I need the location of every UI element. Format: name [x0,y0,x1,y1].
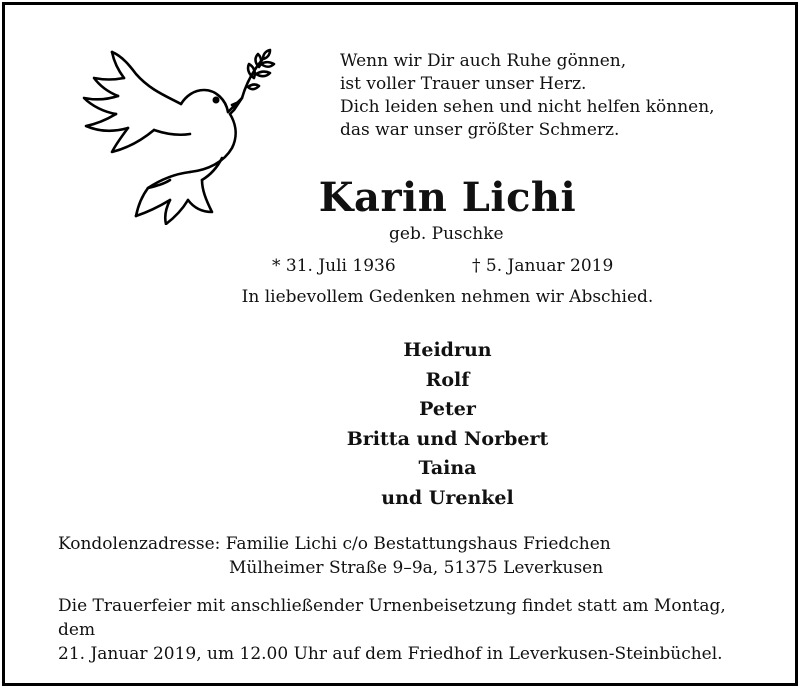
mourner: und Urenkel [381,486,514,509]
ceremony-line: 21. Januar 2019, um 12.00 Uhr auf dem Friedhof in Leverkusen-Steinbüchel. [58,644,723,664]
poem-line: Dich leiden sehen und nicht helfen können, [340,97,715,117]
mourners-list [0,336,800,513]
poem-line: ist voller Trauer unser Herz. [340,74,587,94]
birth-date: * 31. Juli 1936 [272,256,396,276]
death-date: † 5. Januar 2019 [472,256,614,276]
mourner: Heidrun [403,339,492,361]
ceremony-line: Die Trauerfeier mit anschließender Urnenbeisetzung findet statt am Montag, dem [58,596,726,640]
birth-name: geb. Puschke [389,224,504,244]
ceremony-info [58,594,758,666]
mourner: Peter [419,398,476,420]
mourner: Britta und Norbert [346,427,549,450]
poem-line: Wenn wir Dir auch Ruhe gönnen, [340,51,627,71]
condolence-address [58,532,611,580]
poem [340,50,715,142]
mourner: Rolf [425,368,470,391]
condolence-line: Kondolenzadresse: Familie Lichi c/o Bestattungshaus Friedchen [58,534,611,554]
farewell-line: In liebevollem Gedenken nehmen wir Abschied. [241,287,654,307]
poem-line: das war unser größter Schmerz. [340,120,620,140]
condolence-street: Mülheimer Straße 9–9a, 51375 Leverkusen [229,558,604,578]
mourner: Taina [418,457,477,479]
deceased-name: Karin Lichi [318,174,577,221]
